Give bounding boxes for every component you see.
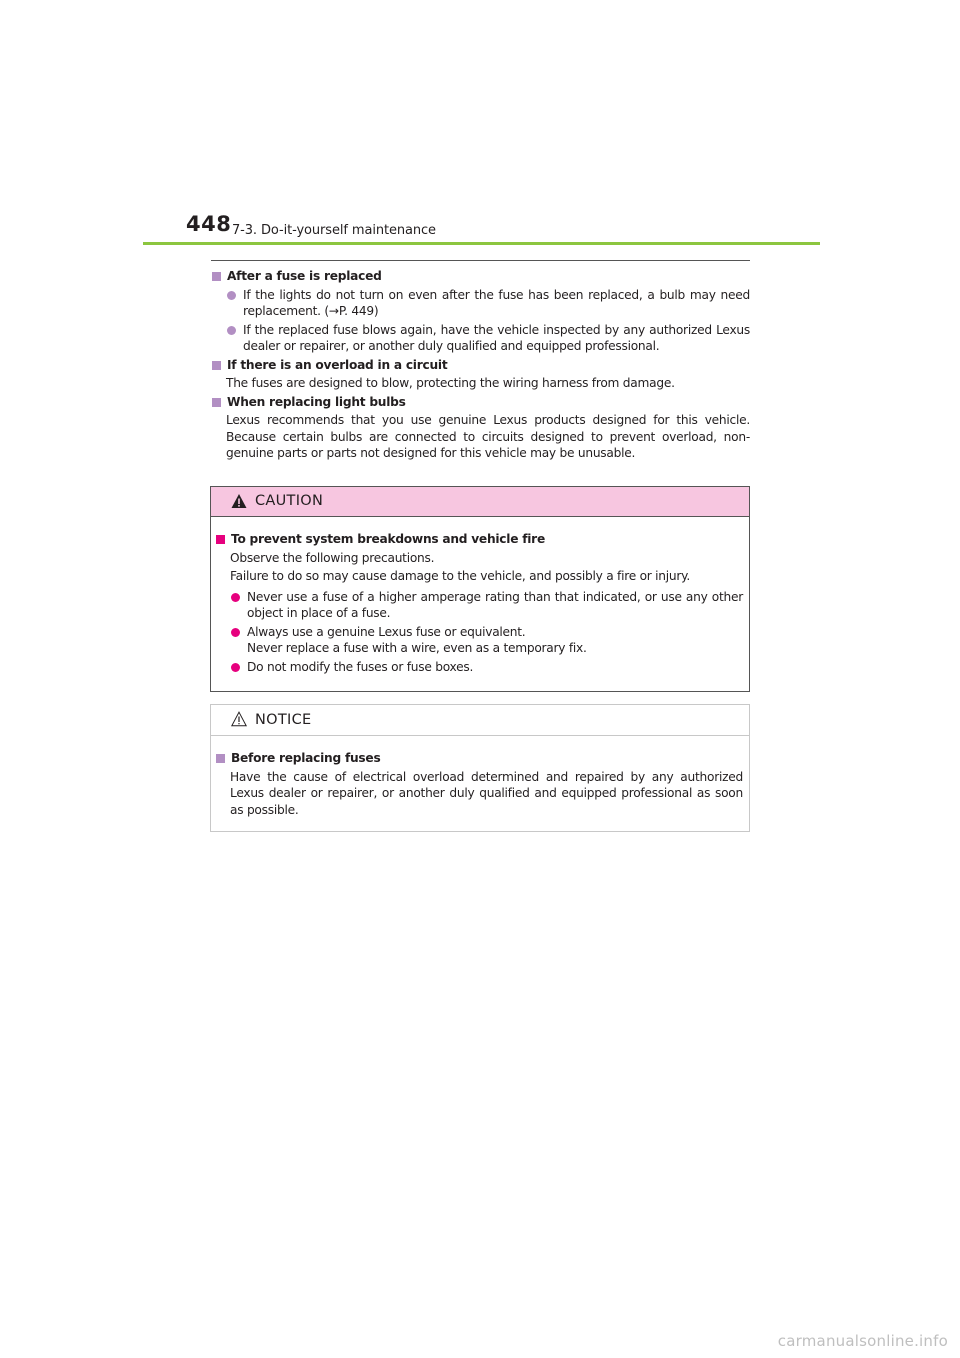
paragraph: Lexus recommends that you use genuine Lexus products designed for this vehicle. Because certain bulbs are connected to circuits designed to prevent overload, non-genuine parts or parts not designed for this vehicle may be unusable. [226, 413, 750, 460]
section-heading: If there is an overload in a circuit [211, 357, 750, 374]
round-bullet-icon [231, 593, 240, 602]
section-heading: After a fuse is replaced [211, 268, 750, 285]
main-content [211, 268, 750, 464]
notice-body [211, 736, 749, 818]
section-title: 7-3. Do-it-yourself maintenance [232, 223, 436, 238]
round-bullet-icon [227, 326, 236, 335]
caution-heading: To prevent system breakdowns and vehicle fire [215, 531, 743, 548]
notice-heading: Before replacing fuses [215, 750, 743, 767]
square-bullet-icon [212, 272, 221, 281]
notice-header [211, 705, 749, 736]
square-bullet-icon [216, 535, 225, 544]
round-bullet-icon [227, 291, 236, 300]
square-bullet-icon [212, 398, 221, 407]
page-number: 448 [186, 212, 232, 236]
list-item: Do not modify the fuses or fuse boxes. [215, 659, 743, 676]
section-heading: When replacing light bulbs [211, 394, 750, 411]
header-rule [143, 242, 820, 245]
warning-outline-icon [231, 711, 247, 727]
caution-body [211, 517, 749, 675]
paragraph: Have the cause of electrical overload determined and repaired by any authorized Lexus dealer or repairer, or another duly qualified and equipped professional as soon as possible. [230, 769, 743, 817]
notice-box [210, 704, 750, 832]
list-item: If the replaced fuse blows again, have the vehicle inspected by any authorized Lexus dealer or repairer, or another duly qualified and equipped professional. [211, 322, 750, 355]
paragraph: Observe the following precautions. [230, 550, 435, 565]
caution-title: CAUTION [255, 493, 324, 509]
caution-box [210, 486, 750, 692]
caution-header [211, 487, 749, 517]
list-item: Always use a genuine Lexus fuse or equivalent. Never replace a fuse with a wire, even as a temporary fix. [215, 624, 743, 657]
square-bullet-icon [212, 361, 221, 370]
list-item: Never use a fuse of a higher amperage rating than that indicated, or use any other object in place of a fuse. [215, 589, 743, 622]
warning-triangle-icon [231, 493, 247, 509]
section-divider [211, 260, 750, 261]
square-bullet-icon [216, 754, 225, 763]
round-bullet-icon [231, 628, 240, 637]
watermark: carmanualsonline.info [777, 1332, 948, 1350]
round-bullet-icon [231, 663, 240, 672]
paragraph: Failure to do so may cause damage to the vehicle, and possibly a fire or injury. [230, 569, 691, 583]
paragraph: The fuses are designed to blow, protecting the wiring harness from damage. [226, 376, 675, 390]
list-item: If the lights do not turn on even after the fuse has been replaced, a bulb may need replacement. (→P. 449) [211, 287, 750, 320]
notice-title: NOTICE [255, 712, 312, 728]
